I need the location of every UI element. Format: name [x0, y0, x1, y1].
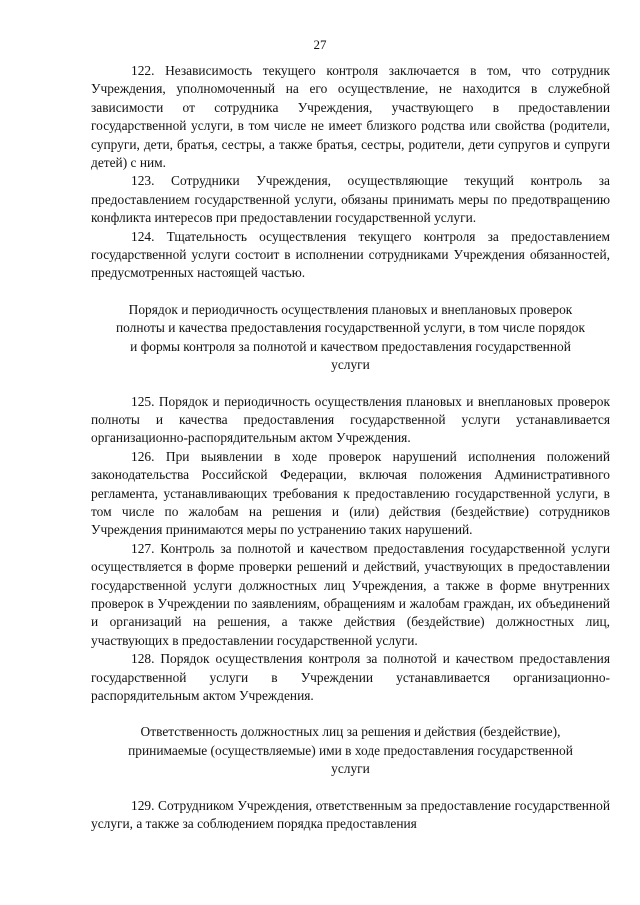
document-body: [91, 62, 610, 833]
page-number: 27: [313, 37, 327, 52]
paragraph-123: 123. Сотрудники Учреждения, осуществляющие текущий контроль за предоставлением государственной услуги, обязаны принимать меры по предотвращению конфликта интересов при предоставлении государственной услуги.: [91, 173, 610, 226]
paragraph-122: 122. Независимость текущего контроля заключается в том, что сотрудник Учреждения, уполномоченный на его осуществление, не находится в служебной зависимости от сотрудника Учреждения, участвующего в предоставлении государственной услуги, в том числе не имеет близкого родства или свойства (родители, супруги, дети, братья, сестры, а также братья, сестры, родители, дети супругов и супруги детей) с ним.: [91, 63, 610, 171]
paragraph-129: 129. Сотрудником Учреждения, ответственным за предоставление государственной услуги, а также за соблюдением порядка предоставления: [91, 797, 610, 832]
section-heading-inspections: Порядок и периодичность осуществления плановых и внеплановых проверок полноты и качества предоставления государственной услуги, в том числе порядок и формы контроля за полнотой и качеством предоставления государственной услуги: [115, 301, 585, 373]
paragraph-125: 125. Порядок и периодичность осуществления плановых и внеплановых проверок полноты и качества предоставления государственной услуги устанавливается организационно-распорядительным актом Учреждения.: [91, 393, 610, 446]
paragraph-128: 128. Порядок осуществления контроля за полнотой и качеством предоставления государственной услуги в Учреждении устанавливается организационно-распорядительным актом Учреждения.: [91, 651, 610, 703]
paragraph-126: 126. При выявлении в ходе проверок нарушений исполнения положений законодательства Российской Федерации, включая положения Административного регламента, устанавливающих требования к предоставлению государственной услуги, в том числе по жалобам на решения и (или) действия (бездействие) сотрудников Учреждения принимаются меры по устранению таких нарушений.: [91, 448, 610, 538]
paragraph-127: 127. Контроль за полнотой и качеством предоставления государственной услуги осуществляется в форме проверки решений и действий, участвующих в предоставлении государственной услуги должностных лиц Учреждения, а также в форме внутренних проверок в Учреждении по заявлениям, обращениям и жалобам граждан, их объединений и организаций на решения, а также действия (бездействие) должностных лиц, участвующих в предоставлении государственной услуги.: [91, 540, 610, 648]
paragraph-124: 124. Тщательность осуществления текущего контроля за предоставлением государственной услуги состоит в исполнении сотрудниками Учреждения обязанностей, предусмотренных настоящей частью.: [91, 228, 610, 281]
section-heading-responsibility: Ответственность должностных лиц за решения и действия (бездействие), принимаемые (осуществляемые) ими в ходе предоставления государственной услуги: [128, 724, 573, 777]
